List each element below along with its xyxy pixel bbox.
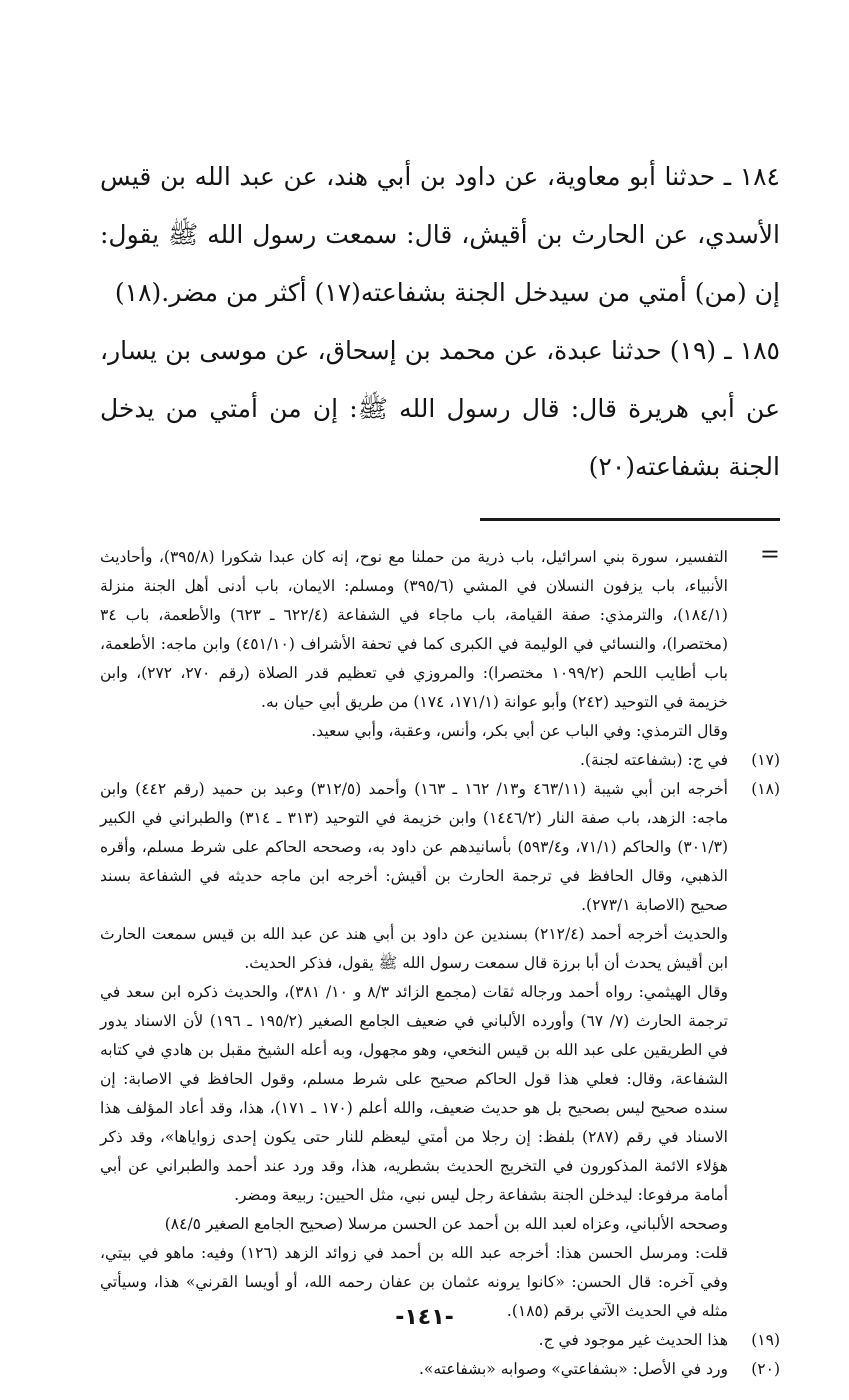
footnote-paragraph: في ج: (بشفاعته لجنة). [579, 751, 728, 769]
footnote-paragraph: وقال الهيثمي: رواه أحمد ورجاله ثقات (مجمع الزائد ٨/٣ و ١٠/ ٣٨١)، والحديث ذكره ابن سعد في ترجمة الحارث (٧/ ٦٧) وأورده الألباني في ضعيف الجامع الصغير (١٩٥/٢ ـ ١٩٦) لأن الاسناد يدور في الطريقين على عبد الله بن قيس النخعي، وهو مجهول، وبه أعله الشيخ مقبل بن هادي في كتابه الشفاعة، وقال: فعلي هذا قول الحاكم صحيح على شرط مسلم، وقول الحافظ في الاصابة: إن سنده صحيح ليس بصحيح بل هو حديث ضعيف، والله أعلم (١٧٠ ـ ١٧١)، هذا، وقد أعاد المؤلف هذا الاسناد في رقم (٢٨٧) بلفظ: إن رجلا من أمتي ليعظم للنار حتى يكون إحدى زواياها»، وقد ذكر هؤلاء الائمة المذكورون في التخريج الحديث بشطريه، هذا، وقد ورد عند أحمد والطبراني عن أبي أمامة مرفوعا: ليدخلن الجنة بشفاعة رجل ليس نبي، مثل الحيين: ربيعة ومضر. [100, 983, 728, 1204]
footnote-number: (١٧) [751, 751, 780, 769]
continuation-mark: = [759, 540, 780, 568]
footnote-paragraph: قلت: ومرسل الحسن هذا: أخرجه عبد الله بن أحمد في زوائد الزهد (١٢٦) وفيه: ماهو في بيتي، وفي آخره: قال الحسن: «كانوا يرونه عثمان بن عفان رحمه الله، أو أويسا القرني» هذا، وسيأتي مثله في الحديث الآتي برقم (١٨٥). [100, 1244, 728, 1320]
footnote-number: (١٨) [751, 780, 780, 798]
footnote-number: (٢٠) [751, 1360, 780, 1378]
footnote-continuation [100, 540, 780, 746]
footnote-paragraph: وصححه الألباني، وعزاه لعبد الله بن أحمد عن الحسن مرسلا (صحيح الجامع الصغير ٨٤/٥) [164, 1215, 728, 1233]
footnotes [100, 540, 780, 1384]
footnote-paragraph: التفسير، سورة بني اسرائيل، باب ذرية من حملنا مع نوح، إنه كان عبدا شكورا (٣٩٥/٨)، وأحاديث الأنبياء، باب يزفون النسلان في المشي (٣٩٥/٦) ومسلم: الايمان، باب أدنى أهل الجنة منزلة (١٨٤/١)، والترمذي: صفة القيامة، باب ماجاء في الشفاعة (٦٢٢/٤ ـ ٦٢٣) والأطعمة، باب ٣٤ (مختصرا)، والنسائي في الوليمة في الكبرى كما في تحفة الأشراف (٤٥١/١٠) وابن ماجه: الأطعمة، باب أطايب اللحم (١٠٩٩/٢ مختصرا): والمروزي في تعظيم قدر الصلاة (رقم ٢٧٠، ٢٧٢)، وابن خزيمة في التوحيد (٢٤٢) وأبو عوانة (١٧١/١، ١٧٤) من طريق أبي حيان به. [100, 548, 728, 711]
page-number: -١٤١- [395, 1305, 454, 1330]
footnote-18 [100, 775, 780, 1326]
hadith-185: ١٨٥ ـ (١٩) حدثنا عبدة، عن محمد بن إسحاق، عن موسى بن يسار، عن أبي هريرة قال: قال رسول الله ﷺ: إن من أمتي من يدخل الجنة بشفاعته(٢٠) [100, 336, 780, 481]
footnote-17 [100, 746, 780, 775]
footnote-paragraph: وقال الترمذي: وفي الباب عن أبي بكر، وأنس، وعقبة، وأبي سعيد. [311, 722, 728, 740]
footnote-paragraph: أخرجه ابن أبي شيبة (٤٦٣/١١ و١٣/ ١٦٢ ـ ١٦٣) وأحمد (٣١٢/٥) وعبد بن حميد (رقم ٤٤٢) وابن ماجه: الزهد، باب صفة النار (١٤٤٦/٢) وابن خزيمة في التوحيد (٣١٣ ـ ٣١٤) والطبراني في الكبير (٣٠١/٣) والحاكم (٧١/١، و٥٩٣/٤) بأسانيدهم عن داود به، وصححه الحاكم على شرط مسلم، وأقره الذهبي، وقال الحافظ في ترجمة الحارث بن أقيش: أخرجه ابن ماجه حديثه في الشفاعة بسند صحيح (الاصابة ٢٧٣/١). [100, 780, 729, 914]
footnote-paragraph: والحديث أخرجه أحمد (٢١٢/٤) بسندين عن داود بن أبي هند عن عبد الله بن قيس سمعت الحارث ابن أقيش يحدث أن أبا برزة قال سمعت رسول الله ﷺ يقول، فذكر الحديث. [100, 925, 728, 972]
hadith-184: ١٨٤ ـ حدثنا أبو معاوية، عن داود بن أبي هند، عن عبد الله بن قيس الأسدي، عن الحارث بن أقيش، قال: سمعت رسول الله ﷺ يقول: إن (من) أمتي من سيدخل الجنة بشفاعته(١٧) أكثر من مضر.(١٨) [100, 162, 780, 307]
footnote-20 [100, 1355, 780, 1384]
footnote-number: (١٩) [751, 1331, 780, 1349]
footnote-paragraph: ورد في الأصل: «بشفاعتي» وصوابه «بشفاعته». [418, 1360, 728, 1378]
footnote-19 [100, 1326, 780, 1355]
footnote-paragraph: هذا الحديث غير موجود في ج. [538, 1331, 728, 1349]
footnote-separator [480, 518, 780, 521]
page-content [100, 148, 780, 1384]
